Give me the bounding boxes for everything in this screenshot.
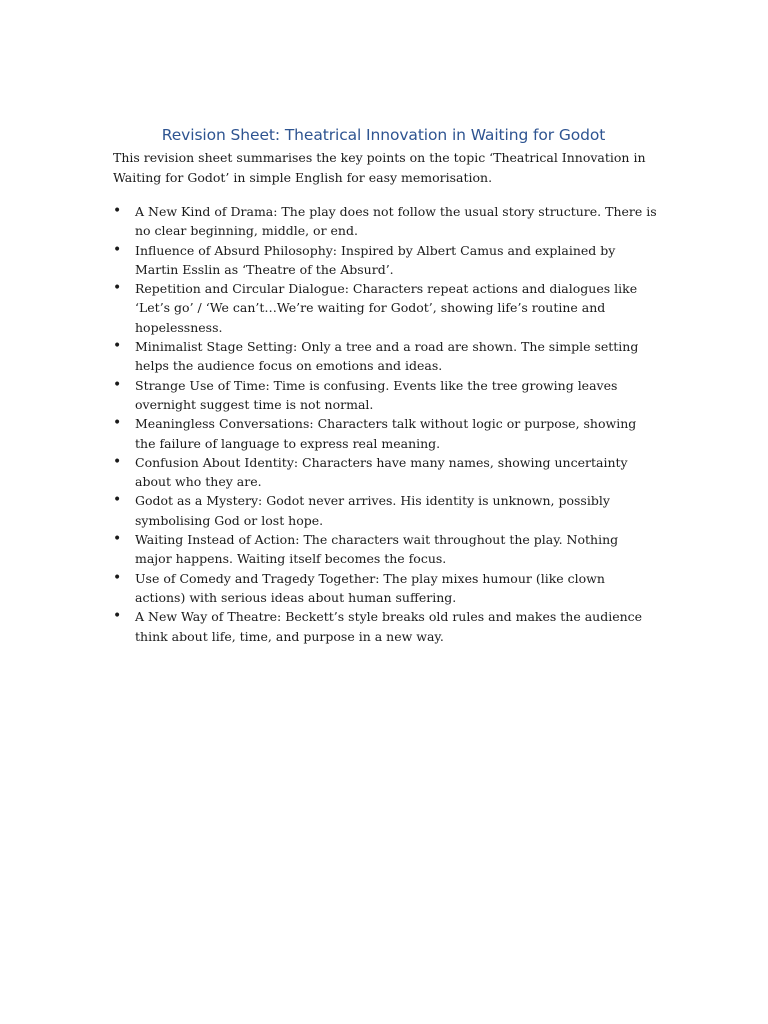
list-item (113, 607, 658, 646)
list-item (113, 530, 658, 569)
intro-paragraph: This revision sheet summarises the key points on the topic ‘Theatrical Innovation in Waiting for Godot’ in simple English for easy memorisation. (113, 150, 646, 185)
list-item-text: Use of Comedy and Tragedy Together: The play mixes humour (like clown actions) with serious ideas about human suffering. (135, 570, 605, 605)
bullet-dot-icon: • (113, 280, 122, 297)
list-item (113, 491, 658, 530)
list-item-text: Waiting Instead of Action: The characters wait throughout the play. Nothing major happens. Waiting itself becomes the focus. (135, 532, 619, 567)
list-item-text: Influence of Absurd Philosophy: Inspired by Albert Camus and explained by Martin Esslin as ‘Theatre of the Absurd’. (135, 242, 616, 277)
bullet-list (113, 202, 658, 646)
list-item-text: Meaningless Conversations: Characters talk without logic or purpose, showing the failure of language to express real meaning. (135, 416, 637, 451)
bullet-dot-icon: • (113, 338, 122, 355)
list-item (113, 569, 658, 608)
list-item (113, 453, 658, 492)
bullet-dot-icon: • (113, 608, 122, 625)
list-item-text: A New Way of Theatre: Beckett’s style breaks old rules and makes the audience think about life, time, and purpose in a new way. (135, 609, 643, 644)
bullet-dot-icon: • (113, 453, 122, 470)
list-item (113, 279, 658, 337)
bullet-dot-icon: • (113, 415, 122, 432)
bullet-dot-icon: • (113, 376, 122, 393)
list-item-text: Confusion About Identity: Characters have many names, showing uncertainty about who they are. (135, 454, 628, 490)
list-item (113, 376, 658, 415)
page-title: Revision Sheet: Theatrical Innovation in Waiting for Godot (161, 126, 606, 144)
bullet-dot-icon: • (113, 241, 122, 258)
list-item-text: Minimalist Stage Setting: Only a tree and a road are shown. The simple setting helps the audience focus on emotions and ideas. (135, 339, 639, 374)
list-item-text: A New Kind of Drama: The play does not follow the usual story structure. There is no clear beginning, middle, or end. (135, 204, 657, 239)
bullet-dot-icon: • (113, 569, 122, 586)
list-item-text: Godot as a Mystery: Godot never arrives. His identity is unknown, possibly symbolising God or lost hope. (135, 493, 610, 528)
list-item (113, 337, 658, 376)
list-item (113, 202, 658, 241)
list-item-text: Repetition and Circular Dialogue: Characters repeat actions and dialogues like ‘Let’s go’ / ‘We can’t…We’re waiting for Godot’, showing life’s routine and hopelessness. (135, 281, 638, 335)
list-item-text: Strange Use of Time: Time is confusing. Events like the tree growing leaves overnight suggest time is not normal. (135, 377, 618, 412)
list-item (113, 241, 658, 280)
bullet-dot-icon: • (113, 531, 122, 548)
bullet-dot-icon: • (113, 203, 122, 219)
bullet-dot-icon: • (113, 492, 122, 509)
list-item (113, 414, 658, 453)
